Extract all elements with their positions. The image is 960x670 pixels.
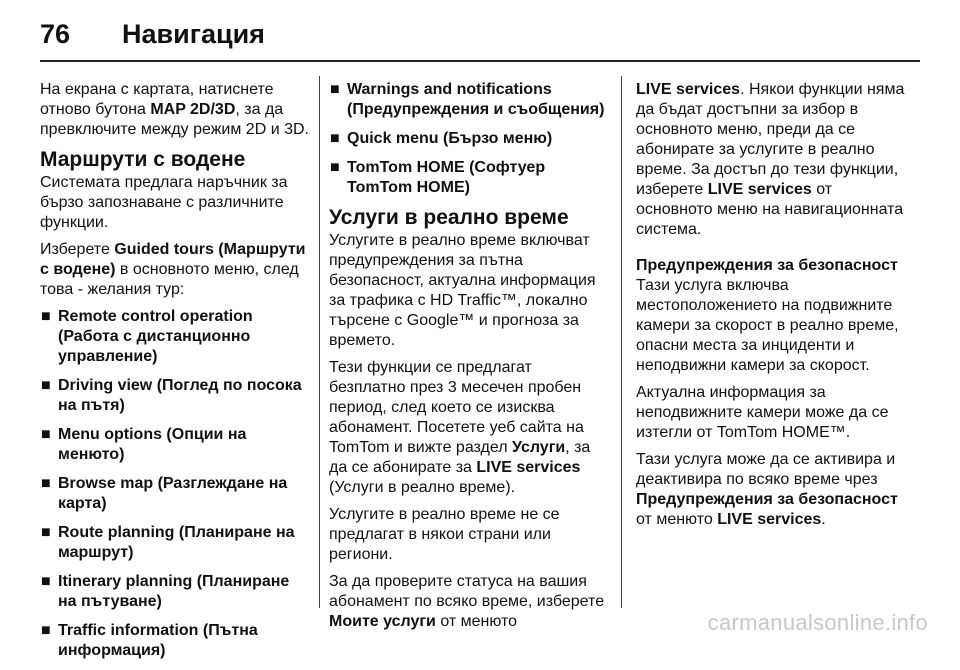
bullet-icon: ■ <box>41 622 51 639</box>
bullet-icon: ■ <box>330 159 340 176</box>
bullet-icon: ■ <box>41 524 51 541</box>
my-services-ref: Моите услуги <box>329 613 436 630</box>
column-1 <box>40 80 312 670</box>
services-section-ref: Услуги <box>512 439 566 456</box>
column-divider-1 <box>319 76 320 608</box>
status-check-paragraph: За да проверите статуса на вашия абонамент по всяко време, изберете Моите услуги от менюто <box>329 573 605 630</box>
tour-list <box>40 307 312 661</box>
bullet-icon: ■ <box>41 426 51 443</box>
safety-alerts-ref: Предупреждения за безопасност <box>636 491 898 508</box>
live-services-ref: LIVE services <box>476 459 581 476</box>
section-heading-live-services: Услуги в реално време <box>329 206 569 229</box>
bullet-icon: ■ <box>41 573 51 590</box>
list-item: ■ Itinerary planning (Планиране на пътуване) <box>41 573 290 610</box>
map-2d3d-button-ref: MAP 2D/3D <box>150 101 236 118</box>
live-services-paragraph: Услугите в реално време включват предупреждения за пътна безопасност, актуална информация за трафика с HD Traffic™, локално търсене с Google™ и прогноза за времето. <box>329 232 596 349</box>
section-heading-guided-routes: Маршрути с водене <box>40 148 246 171</box>
list-item: ■ Driving view (Поглед по посока на пътя) <box>41 377 302 414</box>
bullet-icon: ■ <box>41 377 51 394</box>
column-2 <box>329 80 607 639</box>
list-item: ■ Traffic information (Пътна информация) <box>41 622 258 659</box>
guided-tours-menu-ref: Guided tours (Маршрути с водене) <box>40 241 306 278</box>
page-number: 76 <box>40 18 71 49</box>
list-item: ■ Quick menu (Бързо меню) <box>330 130 553 147</box>
intro-paragraph: На екрана с картата, натиснете отново бутона MAP 2D/3D, за да превключите между режим 2D и 3D. <box>40 81 309 138</box>
page-header <box>40 12 265 56</box>
subscription-paragraph: Тези функции се предлагат безплатно през 3 месечен пробен период, след което се изисква абонамент. Посетете уеб сайта на TomTom и вижте раздел Услуги, за да се абонирате за LIVE services (Услуги в реално време). <box>329 359 591 496</box>
safety-alerts-paragraph: Тази услуга включва местоположението на подвижните камери за скорост в реално време, опасни места за инциденти и неподвижни камери за скорост. <box>636 277 899 374</box>
tour-list-continued <box>329 80 607 198</box>
availability-paragraph: Услугите в реално време не се предлагат в някои страни или региони. <box>329 506 560 563</box>
guided-routes-paragraph: Системата предлага наръчник за бързо запознаване с различните функции. <box>40 174 288 231</box>
bullet-icon: ■ <box>330 81 340 98</box>
list-item: ■ Warnings and notifications (Предупреждения и съобщения) <box>330 81 605 118</box>
section-heading-safety-alerts: Предупреждения за безопасност <box>636 257 898 274</box>
bullet-icon: ■ <box>41 308 51 325</box>
column-divider-2 <box>621 76 622 608</box>
header-rule <box>40 60 920 62</box>
list-item: ■ Menu options (Опции на менюто) <box>41 426 247 463</box>
camera-update-paragraph: Актуална информация за неподвижните камери може да се изтегли от TomTom HOME™. <box>636 384 889 441</box>
live-services-ref: LIVE services <box>717 511 822 528</box>
live-services-ref: LIVE services <box>707 181 812 198</box>
guided-tours-select-paragraph: Изберете Guided tours (Маршрути с водене) в основното меню, след това - желания тур: <box>40 241 306 298</box>
watermark: carmanualsonline.info <box>707 610 928 635</box>
list-item: ■ TomTom HOME (Софтуер TomTom HOME) <box>330 159 546 196</box>
toggle-paragraph: Тази услуга може да се активира и деактивира по всяко време чрез Предупреждения за безопасност от менюто LIVE services. <box>636 451 898 528</box>
live-menu-paragraph: LIVE services. Някои функции няма да бъдат достъпни за избор в основното меню, преди да се абонирате за услугите в реално време. За достъп до тези функции, изберете LIVE services от основното меню на навигационната система. <box>636 81 905 238</box>
page-title: Навигация <box>122 18 265 49</box>
list-item: ■ Route planning (Планиране на маршрут) <box>41 524 295 561</box>
bullet-icon: ■ <box>330 130 340 147</box>
list-item: ■ Remote control operation (Работа с дистанционно управление) <box>41 308 253 365</box>
live-services-ref: LIVE services <box>636 81 741 98</box>
bullet-icon: ■ <box>41 475 51 492</box>
column-3 <box>636 80 910 537</box>
list-item: ■ Browse map (Разглеждане на карта) <box>41 475 288 512</box>
